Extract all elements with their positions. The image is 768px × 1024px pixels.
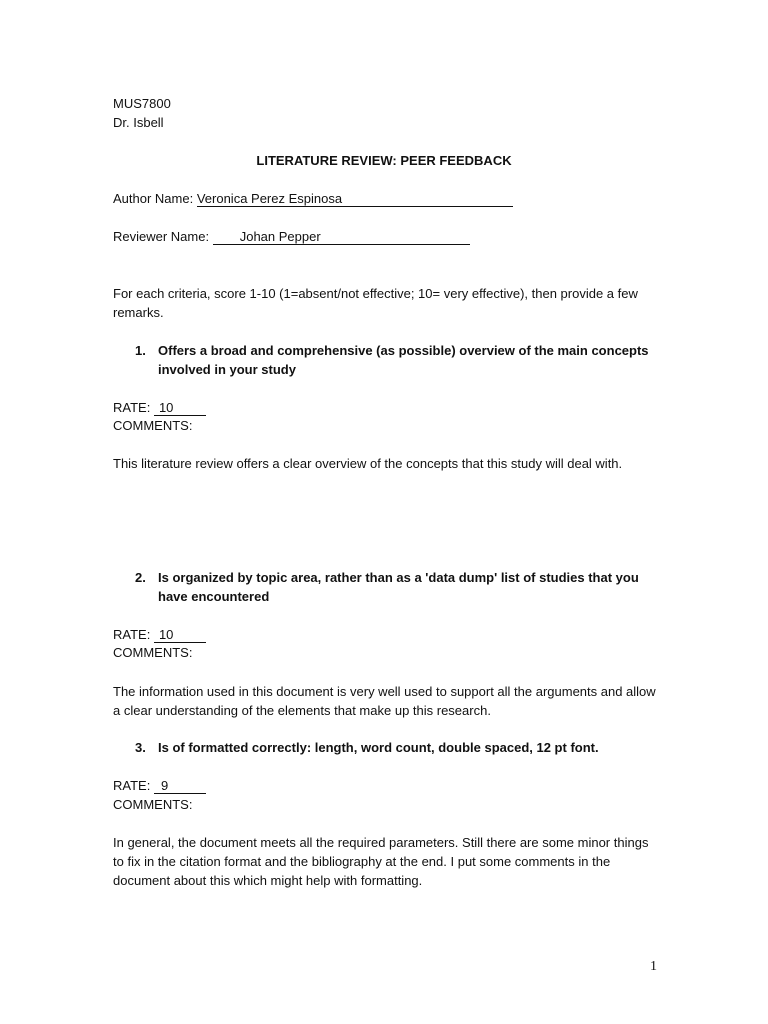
criterion-3-rate-line [113, 776, 206, 795]
criterion-2-rate-value: 10 [158, 627, 174, 642]
criterion-3-rate-field [154, 778, 206, 794]
criterion-2-rate-field [154, 627, 206, 643]
criterion-1-rate-field [154, 400, 206, 416]
criterion-2-comment: The information used in this document is very well used to support all the arguments and allow a clear understanding of the elements that make up this research. [113, 684, 656, 718]
criterion-3-number: 3. [135, 740, 146, 755]
author-name: Veronica Perez Espinosa [196, 191, 343, 206]
page-number: 1 [650, 959, 657, 974]
criterion-1-comment: This literature review offers a clear overview of the concepts that this study will deal with. [113, 456, 623, 471]
reviewer-label: Reviewer Name: [113, 229, 210, 244]
criterion-2-rate-line [113, 625, 206, 644]
criterion-2-number: 2. [135, 570, 146, 585]
course-code: MUS7800 [113, 96, 171, 111]
criterion-3-comment: In general, the document meets all the required parameters. Still there are some minor things to fix in the citation format and the bibliography at the end. I put some comments in the document about this which might help with formatting. [113, 835, 649, 888]
instructions: For each criteria, score 1-10 (1=absent/not effective; 10= very effective), then provide a few remarks. [113, 286, 638, 320]
criterion-2-rate-label: RATE: [113, 627, 151, 642]
criterion-3-text: Is of formatted correctly: length, word count, double spaced, 12 pt font. [158, 740, 599, 755]
criterion-2-comments-label: COMMENTS: [113, 645, 193, 660]
criterion-2-text: Is organized by topic area, rather than as a 'data dump' list of studies that you have encountered [158, 570, 639, 604]
criterion-3-rate-value: 9 [160, 778, 169, 793]
criterion-3-rate-label: RATE: [113, 778, 151, 793]
author-line [113, 189, 513, 208]
criterion-1-rate-line [113, 398, 206, 417]
reviewer-name-field [213, 229, 470, 245]
criterion-1-rate-label: RATE: [113, 400, 151, 415]
instructor-name: Dr. Isbell [113, 115, 164, 130]
author-name-field [197, 191, 513, 207]
criterion-1-comments-label: COMMENTS: [113, 418, 193, 433]
criterion-1-text: Offers a broad and comprehensive (as possible) overview of the main concepts involved in your study [158, 343, 649, 377]
reviewer-line [113, 227, 470, 246]
reviewer-name: Johan Pepper [239, 229, 321, 244]
criterion-1-number: 1. [135, 343, 146, 358]
author-label: Author Name: [113, 191, 194, 206]
criterion-3-comments-label: COMMENTS: [113, 797, 193, 812]
document-title: LITERATURE REVIEW: PEER FEEDBACK [256, 153, 512, 168]
criterion-1-rate-value: 10 [158, 400, 174, 415]
